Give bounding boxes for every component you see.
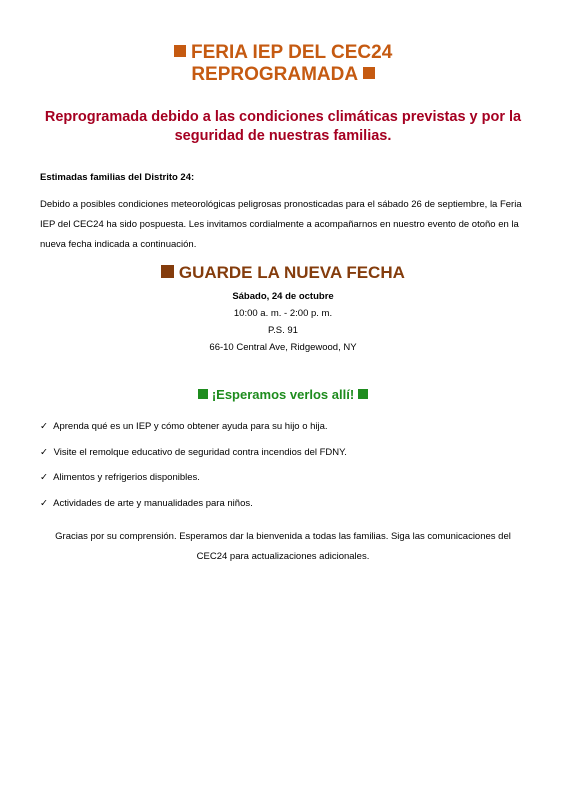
activity-list: [40, 420, 530, 522]
list-item-text: Aprenda qué es un IEP y cómo obtener ayuda para su hijo o hija.: [53, 421, 328, 432]
see-you-text: ¡Esperamos verlos allí!: [211, 387, 355, 402]
square-icon: [174, 45, 186, 57]
title-text-2: REPROGRAMADA: [191, 64, 358, 85]
list-item: [40, 471, 530, 497]
event-date: Sábado, 24 de octubre: [232, 291, 334, 302]
list-item: [40, 497, 530, 523]
list-item-text: Actividades de arte y manualidades para niños.: [53, 497, 253, 509]
square-icon: [358, 389, 368, 399]
list-item: [40, 446, 530, 472]
subtitle: Reprogramada debido a las condiciones climáticas previstas y por la seguridad de nuestras familias.: [44, 109, 522, 144]
intro-paragraph: Debido a posibles condiciones meteorológicas peligrosas pronosticadas para el sábado 26 de septiembre, la Feria IEP del CEC24 ha sido pospuesta. Les invitamos cordialmente a acompañarnos en nuestro evento de otoño en la nueva fecha indicada a continuación.: [40, 199, 522, 250]
closing-paragraph: Gracias por su comprensión. Esperamos dar la bienvenida a todas las familias. Siga las comunicaciones del CEC24 para actualizaciones adicionales.: [55, 531, 511, 562]
list-item-text: Visite el remolque educativo de seguridad contra incendios del FDNY.: [53, 446, 347, 458]
event-location: P.S. 91: [268, 325, 298, 336]
greeting: Estimadas familias del Distrito 24:: [40, 172, 195, 183]
event-address: 66-10 Central Ave, Ridgewood, NY: [209, 342, 357, 353]
check-icon: ✓: [40, 446, 48, 458]
check-icon: ✓: [40, 421, 48, 432]
title-line-1: [0, 42, 566, 64]
square-icon: [363, 67, 375, 79]
check-icon: ✓: [40, 472, 48, 483]
title-line-2: [0, 64, 566, 86]
see-you-heading: [0, 387, 566, 402]
square-icon: [161, 265, 174, 278]
square-icon: [198, 389, 208, 399]
list-item: [40, 420, 530, 446]
check-icon: ✓: [40, 497, 48, 509]
save-date-heading-text: GUARDE LA NUEVA FECHA: [178, 263, 405, 282]
save-date-heading: [0, 263, 566, 283]
list-item-text: Alimentos y refrigerios disponibles.: [53, 472, 200, 483]
event-time: 10:00 a. m. - 2:00 p. m.: [233, 308, 333, 319]
title-text-1: FERIA IEP DEL CEC24: [190, 42, 393, 63]
